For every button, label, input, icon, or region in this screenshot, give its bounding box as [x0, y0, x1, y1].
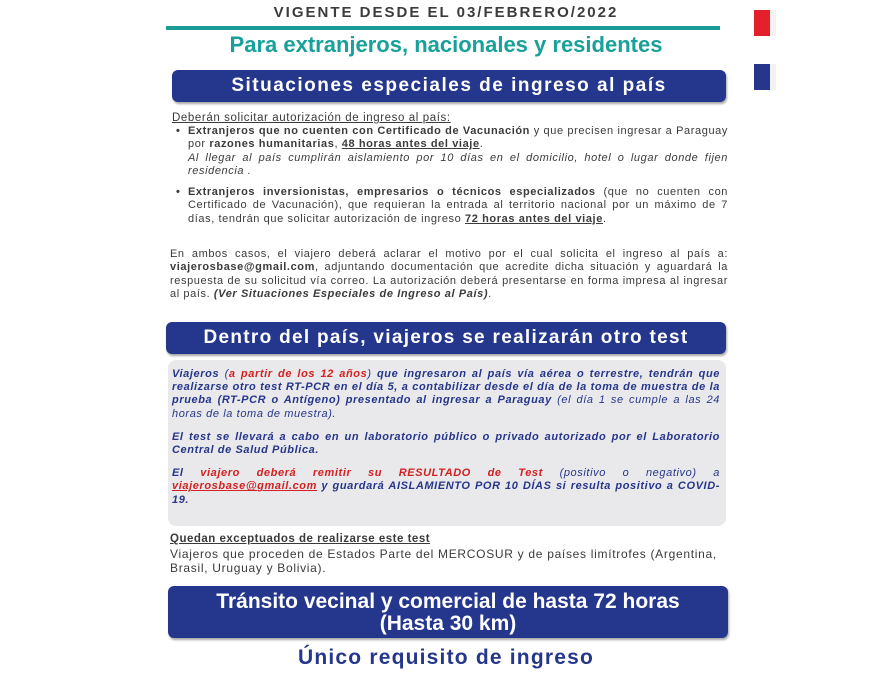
retest-paragraph-2	[172, 431, 720, 457]
item-text: .	[479, 138, 484, 151]
retest-info-box	[168, 360, 726, 526]
flag-red-stripe	[754, 10, 770, 36]
heading-colon: :	[446, 112, 451, 124]
para-text: En ambos casos, el viajero deberá aclarar el motivo por el cual solicita el ingreso al país a:	[170, 248, 728, 260]
flag-stripe-shadow	[770, 64, 776, 90]
effective-date: VIGENTE DESDE EL 03/FEBRERO/2022	[273, 4, 619, 21]
item-text: (que no cuenten con Certificado de Vacunación), que requieran la entrada al territorio nacional por un máximo de 7 días, tendrán que solicitar autorización de ingreso	[188, 186, 729, 225]
item-text: ,	[334, 138, 342, 151]
header-divider	[166, 26, 720, 30]
result-requirement: viajero deberá remitir su RESULTADO de Test	[200, 467, 543, 480]
box-bold-text: El test se llevará a cabo en un laboratorio público o privado autorizado por el Laboratorio Central de Salud Pública.	[172, 430, 720, 457]
border-transit-banner	[168, 586, 728, 638]
item-bold-text: Extranjeros inversionistas, empresarios o técnicos especializados	[188, 186, 596, 199]
single-requirement-title: Único requisito de ingreso	[297, 646, 595, 669]
item-deadline: 48 horas antes del viaje	[341, 138, 480, 151]
box-bold-text: que ingresaron al país vía aérea o terrestre, tendrán que realizarse otro test RT-PCR en el día 5, a contabilizar desde el día de la toma de muestra de la prueba (RT-PCR o Antígeno) presentado al ingresar a Paraguay	[172, 368, 721, 407]
box-text: (el día 1 se cumple a las 24 horas de la toma de muestra).	[172, 394, 720, 420]
age-requirement: a partir de los 12 años	[228, 368, 368, 380]
item-bold-text: razones humanitarias	[209, 138, 335, 151]
list-item	[172, 125, 728, 178]
item-note: Al llegar al país cumplirán aislamiento por 10 días en el domicilio, hotel o lugar donde fijen residencia .	[188, 151, 728, 177]
list-item	[172, 186, 728, 226]
item-deadline: 72 horas antes del viaje	[465, 212, 603, 225]
exceptions-body: Viajeros que proceden de Estados Parte del MERCOSUR y de países limítrofes (Argentina, Brasil, Uruguay y Bolivia).	[170, 547, 717, 575]
box-bold-text: y guardará AISLAMIENTO POR 10 DÍAS si resulta positivo a COVID-19.	[172, 480, 720, 506]
item-bold-text: Extranjeros que no cuenten con Certificado de Vacunación	[188, 125, 530, 137]
box-bold-text: El	[172, 467, 201, 480]
special-entry-banner: Situaciones especiales de ingreso al país	[172, 70, 726, 102]
page-subtitle: Para extranjeros, nacionales y residentes	[229, 32, 663, 57]
banner-line-2: (Hasta 30 km)	[379, 612, 517, 635]
box-text: (	[219, 368, 229, 380]
authorization-heading	[172, 112, 451, 124]
see-more-reference: (Ver Situaciones Especiales de Ingreso al País)	[213, 287, 489, 300]
retest-paragraph-3	[172, 467, 720, 507]
para-text: .	[488, 287, 492, 300]
authorization-heading-text: Deberán solicitar autorización de ingreso al país	[172, 112, 447, 124]
retest-paragraph-1	[172, 368, 720, 421]
para-text: , adjuntando documentación que acredite dicha situación y aguardará la respuesta de su solicitud vía correo. La autorización deberá presentarse en forma impresa al ingresar al país.	[170, 261, 728, 300]
exceptions-heading: Quedan exceptuados de realizarse este test	[170, 533, 431, 545]
box-bold-text: Viajeros	[172, 368, 220, 380]
results-email-link[interactable]: viajerosbase@gmail.com	[172, 480, 317, 493]
box-text: (positivo o negativo) a	[542, 467, 721, 480]
banner-line-1: Tránsito vecinal y comercial de hasta 72 horas	[216, 590, 680, 613]
contact-email[interactable]: viajerosbase@gmail.com	[170, 261, 315, 274]
flag-stripe-shadow	[770, 10, 776, 36]
flag-blue-stripe	[754, 64, 770, 90]
both-cases-paragraph	[170, 248, 728, 301]
authorization-list	[172, 125, 728, 232]
item-text: .	[602, 212, 607, 225]
item-text: y que precisen ingresar a Paraguay por	[188, 125, 728, 151]
box-text: )	[367, 368, 377, 380]
retest-banner: Dentro del país, viajeros se realizarán otro test	[166, 322, 726, 354]
